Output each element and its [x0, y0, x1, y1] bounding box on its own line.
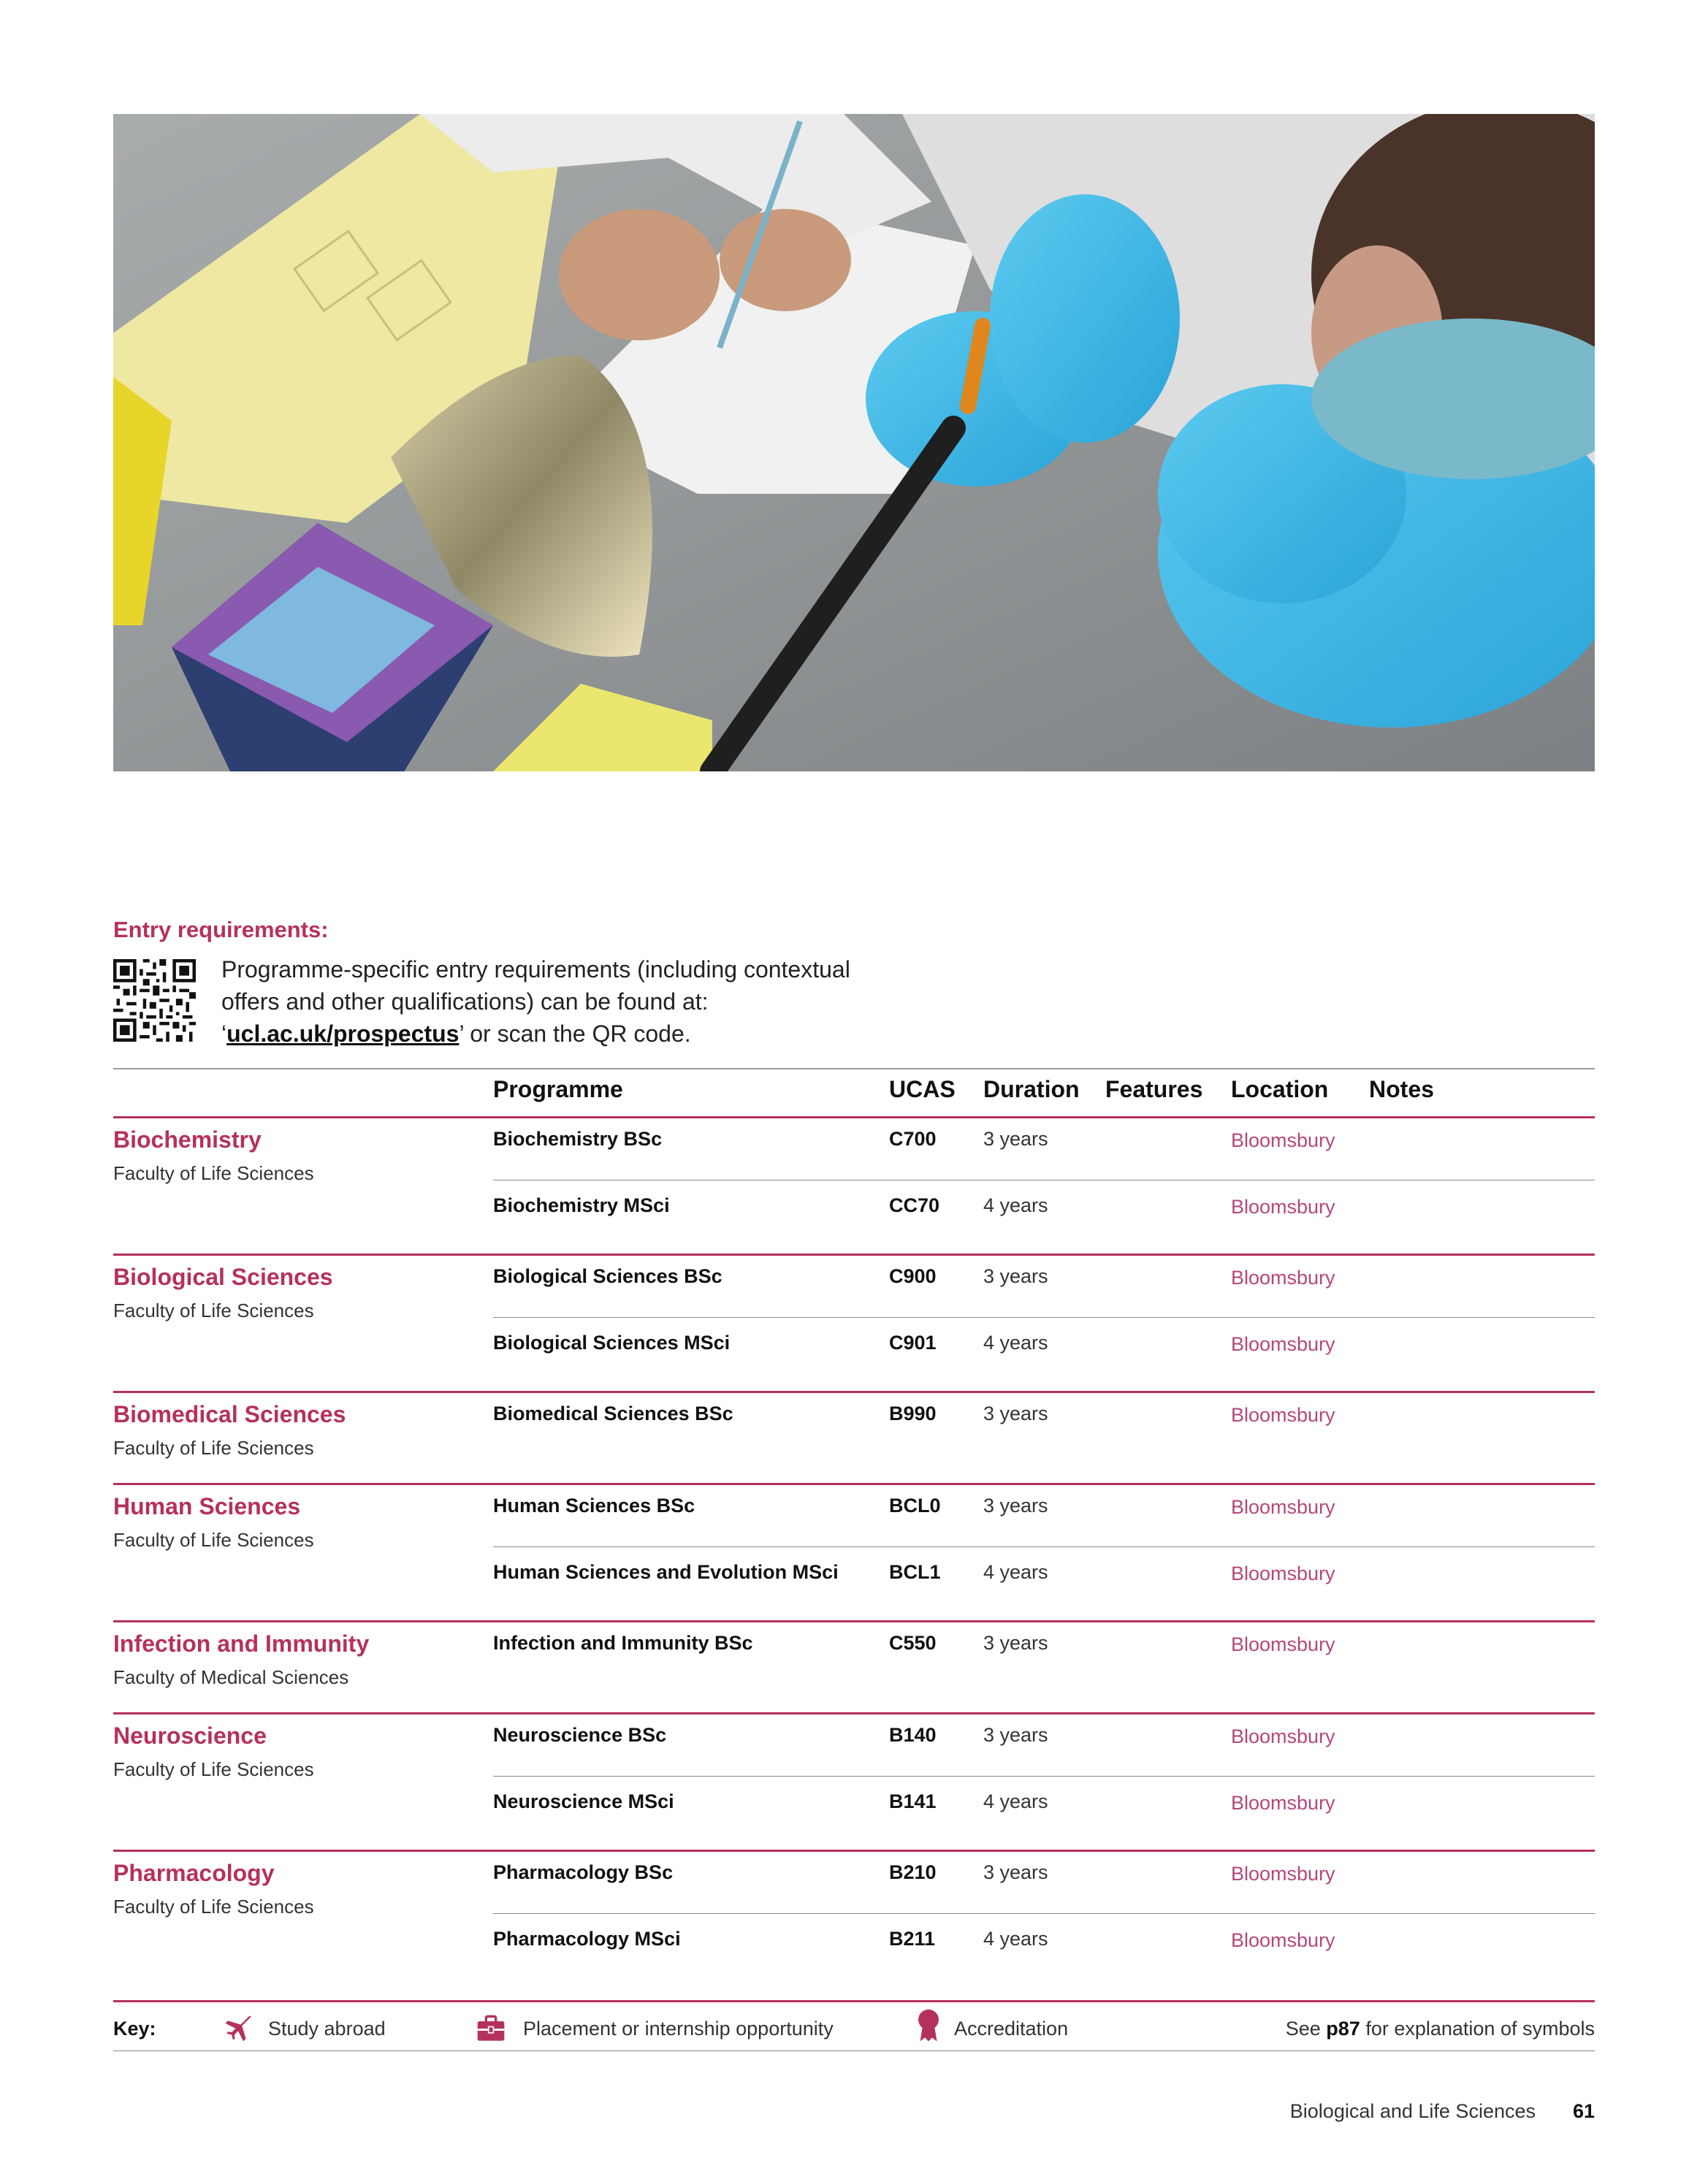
subject-divider [113, 1254, 1595, 1256]
programme-location: Bloomsbury [1231, 1129, 1335, 1151]
entry-text-after: ’ or scan the QR code. [459, 1021, 691, 1047]
programme-duration: 3 years [983, 1495, 1048, 1517]
page-number: 61 [1572, 2100, 1595, 2122]
key-accreditation: Accreditation [954, 2018, 1069, 2040]
footer-section-title: Biological and Life Sciences [1289, 2100, 1536, 2122]
programme-duration: 4 years [983, 1928, 1048, 1950]
programme-duration: 3 years [983, 1403, 1048, 1424]
programme-name: Biochemistry MSci [493, 1194, 670, 1216]
prospectus-link[interactable]: ucl.ac.uk/prospectus [226, 1021, 460, 1047]
subject-name: Infection and Immunity [113, 1630, 370, 1657]
programme-location: Bloomsbury [1231, 1929, 1335, 1951]
subject-divider [113, 1116, 1595, 1118]
faculty-name: Faculty of Life Sciences [113, 1896, 314, 1918]
header-ucas: UCAS [889, 1076, 956, 1102]
programme-duration: 3 years [983, 1632, 1048, 1654]
programme-location: Bloomsbury [1231, 1563, 1335, 1584]
key-see-explanation [1286, 2018, 1595, 2040]
ucas-code: B141 [889, 1790, 937, 1812]
programme-name: Human Sciences and Evolution MSci [493, 1561, 839, 1583]
programme-duration: 3 years [983, 1128, 1048, 1150]
programme-divider [493, 1776, 1595, 1777]
programme-location: Bloomsbury [1231, 1725, 1335, 1747]
header-notes: Notes [1369, 1076, 1434, 1102]
programme-location: Bloomsbury [1231, 1196, 1335, 1218]
programme-location: Bloomsbury [1231, 1496, 1335, 1518]
programme-name: Biomedical Sciences BSc [493, 1403, 733, 1424]
programme-location: Bloomsbury [1231, 1863, 1335, 1885]
subject-name: Biomedical Sciences [113, 1401, 346, 1427]
rosette-icon [916, 2009, 941, 2042]
programme-name: Human Sciences BSc [493, 1495, 695, 1517]
subject-divider [113, 1850, 1595, 1852]
key-label: Key: [113, 2018, 156, 2040]
programme-duration: 3 years [983, 1265, 1048, 1287]
programme-name: Biological Sciences MSci [493, 1332, 731, 1354]
faculty-name: Faculty of Life Sciences [113, 1529, 314, 1551]
table-top-rule [113, 1068, 1595, 1069]
header-programme: Programme [493, 1076, 623, 1102]
ucas-code: B140 [889, 1724, 937, 1746]
faculty-name: Faculty of Life Sciences [113, 1162, 314, 1184]
programme-name: Infection and Immunity BSc [493, 1632, 753, 1654]
programme-name: Biochemistry BSc [493, 1128, 663, 1150]
header-location: Location [1231, 1076, 1329, 1102]
programme-location: Bloomsbury [1231, 1633, 1335, 1655]
programme-divider [493, 1546, 1595, 1547]
ucas-code: C550 [889, 1632, 937, 1654]
subject-divider [113, 1391, 1595, 1393]
programme-location: Bloomsbury [1231, 1404, 1335, 1426]
header-duration: Duration [983, 1076, 1080, 1102]
entry-requirements-heading: Entry requirements: [113, 917, 329, 942]
subject-name: Biochemistry [113, 1126, 262, 1153]
subject-divider [113, 1620, 1595, 1622]
subject-divider [113, 1712, 1595, 1714]
programme-name: Pharmacology MSci [493, 1928, 681, 1950]
programme-name: Neuroscience MSci [493, 1790, 674, 1812]
programme-divider [493, 1913, 1595, 1914]
ucas-code: B990 [889, 1403, 937, 1424]
ucas-code: BCL0 [889, 1495, 941, 1517]
programme-duration: 4 years [983, 1790, 1048, 1812]
faculty-name: Faculty of Life Sciences [113, 1437, 314, 1459]
subject-name: Biological Sciences [113, 1264, 333, 1290]
briefcase-icon [476, 2015, 506, 2042]
key-see-suffix: for explanation of symbols [1360, 2018, 1595, 2040]
subject-divider [113, 1483, 1595, 1485]
subject-name: Human Sciences [113, 1493, 301, 1519]
programme-name: Neuroscience BSc [493, 1724, 667, 1746]
entry-text-before: Programme-specific entry requirements (including contextual offers and other qualifications) can be found at: ‘ [221, 956, 850, 1047]
ucas-code: C900 [889, 1265, 937, 1287]
programme-duration: 3 years [983, 1724, 1048, 1746]
ucas-code: BCL1 [889, 1561, 941, 1583]
key-placement: Placement or internship opportunity [523, 2018, 834, 2040]
faculty-name: Faculty of Life Sciences [113, 1300, 314, 1321]
faculty-name: Faculty of Life Sciences [113, 1758, 314, 1780]
programme-duration: 3 years [983, 1861, 1048, 1883]
programme-location: Bloomsbury [1231, 1267, 1335, 1289]
ucas-code: CC70 [889, 1194, 940, 1216]
qr-code-icon[interactable] [113, 959, 196, 1042]
ucas-code: C901 [889, 1332, 937, 1354]
programme-divider [493, 1317, 1595, 1318]
key-top-rule [113, 2000, 1595, 2002]
subject-name: Pharmacology [113, 1860, 275, 1886]
lab-photo [113, 114, 1595, 771]
plane-icon [223, 2012, 253, 2042]
entry-requirements-text [221, 953, 879, 1050]
key-see-page-link[interactable]: p87 [1326, 2018, 1360, 2040]
programme-name: Biological Sciences BSc [493, 1265, 723, 1287]
ucas-code: B211 [889, 1928, 936, 1950]
programme-name: Pharmacology BSc [493, 1861, 674, 1883]
faculty-name: Faculty of Medical Sciences [113, 1666, 349, 1688]
programme-duration: 4 years [983, 1194, 1048, 1216]
ucas-code: B210 [889, 1861, 937, 1883]
subject-name: Neuroscience [113, 1723, 267, 1749]
programme-duration: 4 years [983, 1332, 1048, 1354]
key-study-abroad: Study abroad [268, 2018, 386, 2040]
programme-location: Bloomsbury [1231, 1792, 1335, 1814]
lab-photo-illustration [113, 114, 1595, 771]
programme-duration: 4 years [983, 1561, 1048, 1583]
programme-location: Bloomsbury [1231, 1333, 1335, 1355]
ucas-code: C700 [889, 1128, 937, 1150]
key-see-prefix: See [1285, 2018, 1327, 2040]
header-features: Features [1105, 1076, 1203, 1102]
